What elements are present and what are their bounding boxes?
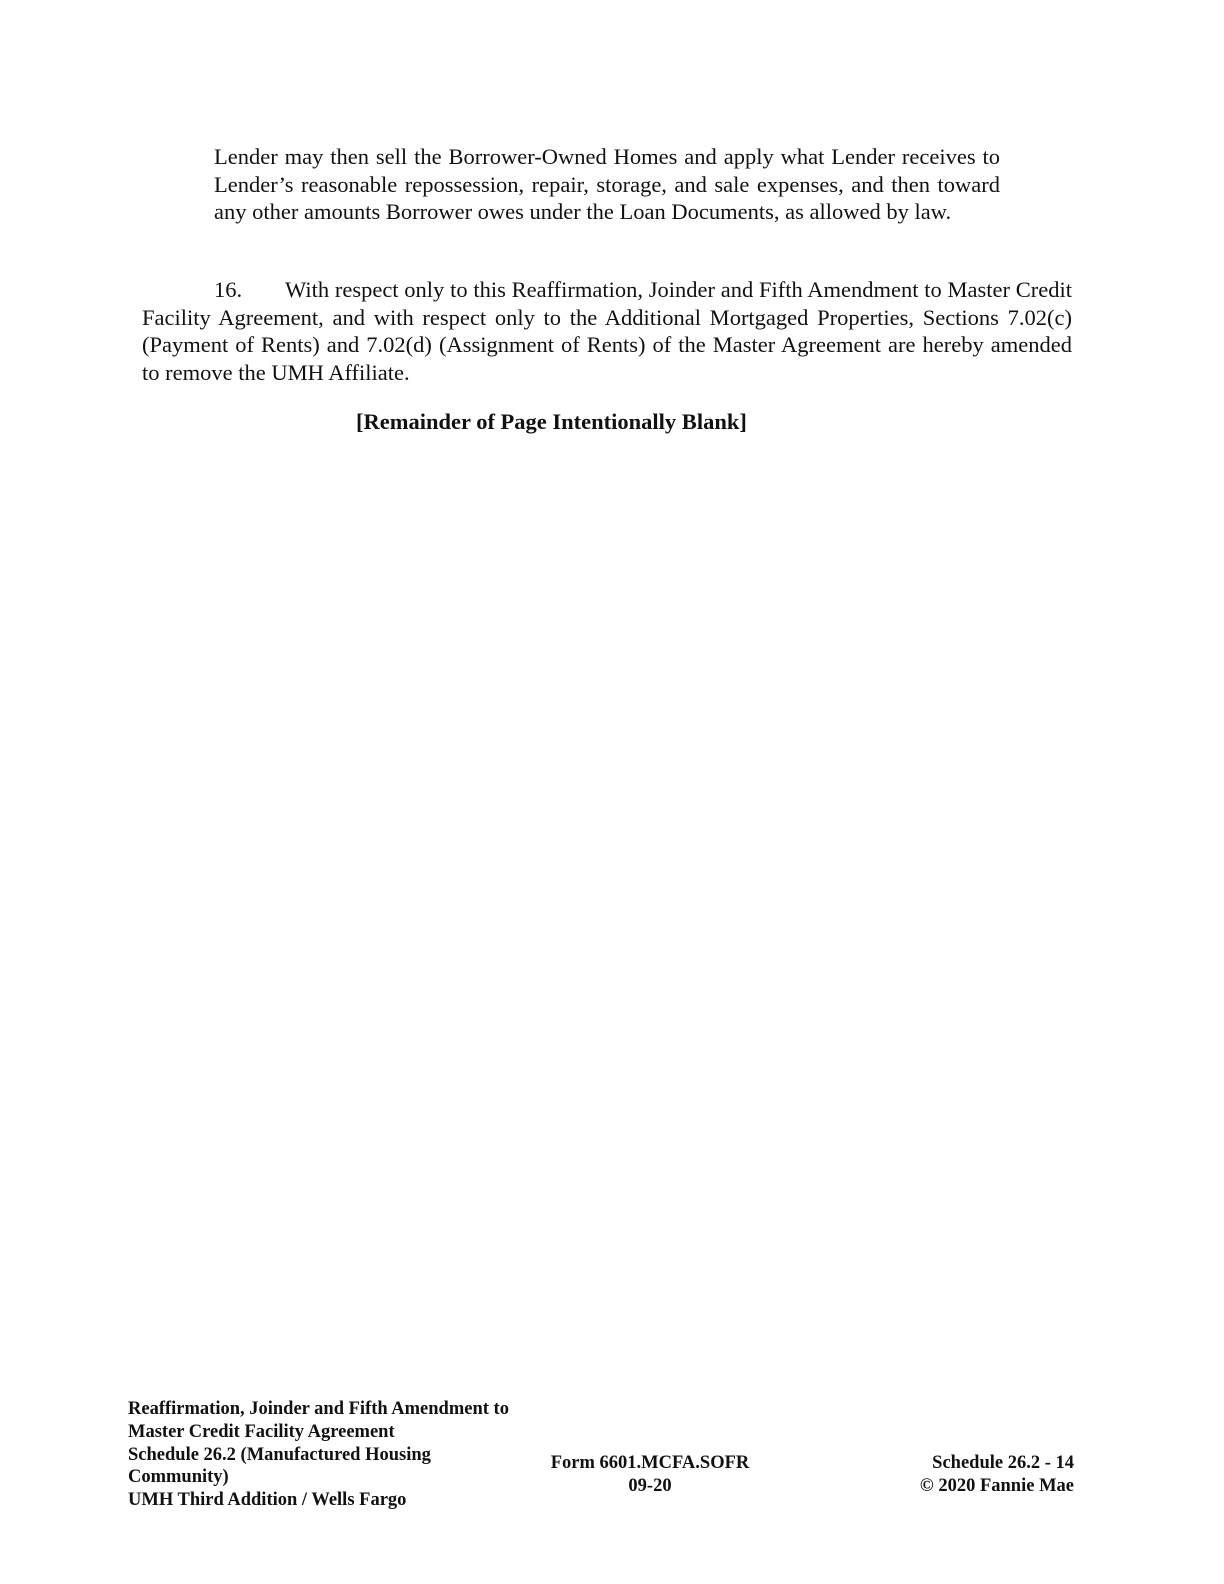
footer-form-number: Form 6601.MCFA.SOFR [550,1453,750,1473]
footer-title-line: UMH Third Addition / Wells Fargo [128,1490,407,1511]
section-16-paragraph [142,276,1072,386]
remainder-blank-notice: [Remainder of Page Intentionally Blank] [356,409,747,434]
footer-copyright: © 2020 Fannie Mae [919,1475,1074,1496]
section-number: 16. [214,277,243,302]
footer-title-line: Community) [128,1467,229,1488]
footer-document-title [128,1398,548,1512]
footer-form-info [530,1452,770,1498]
footer-title-line: Master Credit Facility Agreement [128,1421,395,1442]
footer-title-line: Reaffirmation, Joinder and Fifth Amendment to [128,1399,509,1419]
indented-paragraph: Lender may then sell the Borrower-Owned Homes and apply what Lender receives to Lender’s reasonable repossession, repair, storage, and sale expenses, and then toward any other amounts Borrower owes under the Loan Documents, as allowed by law. [214,144,1000,224]
footer-form-date: 09-20 [628,1475,672,1496]
footer-title-line: Schedule 26.2 (Manufactured Housing [128,1444,431,1465]
footer-schedule-page: Schedule 26.2 - 14 [932,1453,1074,1473]
footer-page-info [878,1452,1074,1498]
section-16-text: With respect only to this Reaffirmation, Joinder and Fifth Amendment to Master Credit Facility Agreement, and with respect only to the Additional Mortgaged Properties, Sections 7.02(c) (Payment of Rents) and 7.02(d) (Assignment of Rents) of the Master Agreement are hereby amended to remove the UMH Affiliate. [142,277,1072,385]
